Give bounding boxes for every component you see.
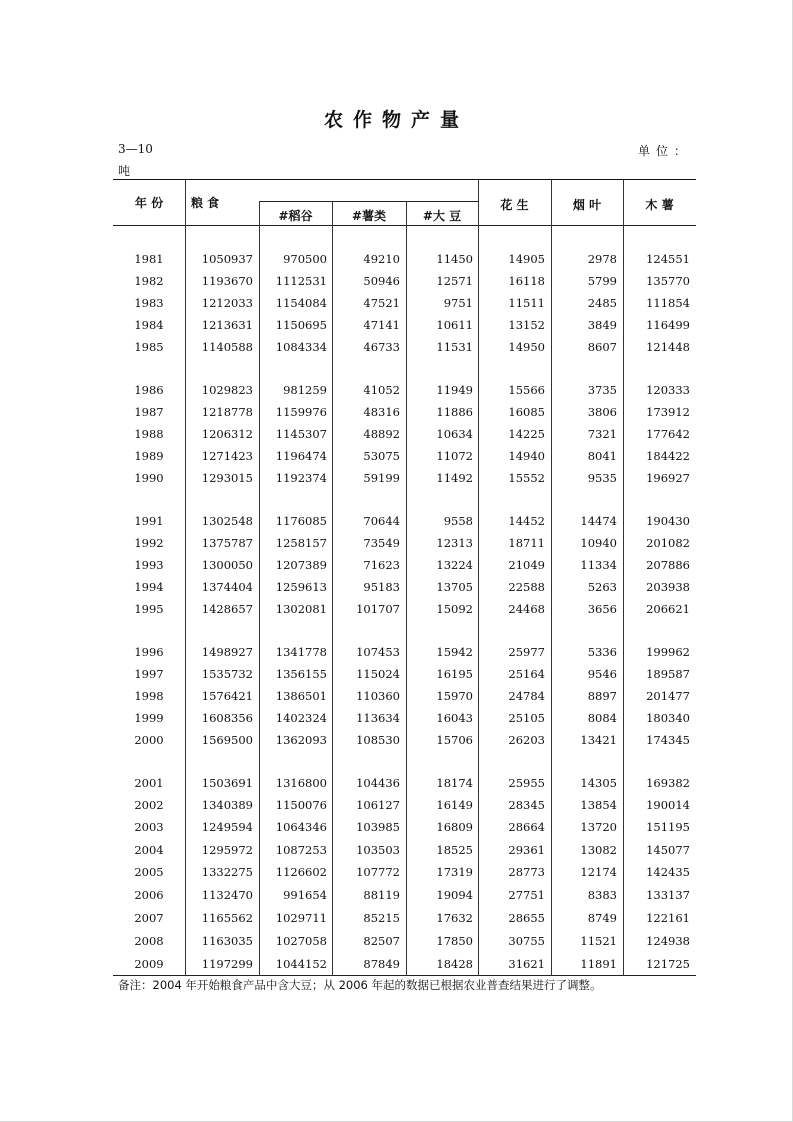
cell-year: 1999 [134, 711, 164, 725]
header-cassava: 木 薯 [645, 198, 674, 212]
cell-rice: 1192374 [275, 471, 327, 485]
cell-year: 1986 [134, 383, 164, 397]
table-row [113, 685, 696, 707]
cell-tobacco: 3656 [587, 602, 617, 616]
cell-year: 2001 [134, 776, 164, 790]
cell-tobacco: 13854 [580, 798, 617, 812]
table-top-rule [113, 179, 696, 180]
cell-rice: 1145307 [275, 427, 327, 441]
cell-cassava: 190430 [646, 514, 690, 528]
cell-tuber: 87849 [363, 957, 400, 971]
table-row [113, 554, 696, 576]
cell-year: 2004 [134, 843, 164, 857]
cell-cassava: 189587 [646, 667, 690, 681]
cell-rice: 1027058 [275, 934, 327, 948]
table-row [113, 292, 696, 314]
table-row [113, 884, 696, 906]
cell-peanut: 16118 [508, 274, 545, 288]
cell-year: 1992 [134, 536, 164, 550]
cell-grain: 1340389 [201, 798, 253, 812]
subheader-top-rule [259, 201, 478, 202]
table-row [113, 930, 696, 952]
cell-grain: 1498927 [201, 645, 253, 659]
cell-soy: 13705 [436, 580, 473, 594]
cell-cassava: 124938 [646, 934, 690, 948]
cell-cassava: 206621 [646, 602, 690, 616]
header-tuber: #薯类 [351, 209, 387, 223]
cell-tobacco: 2978 [587, 252, 617, 266]
cell-cassava: 196927 [646, 471, 690, 485]
cell-grain: 1608356 [201, 711, 253, 725]
header-year: 年 份 [134, 196, 164, 210]
cell-soy: 15706 [436, 733, 473, 747]
table-row [113, 707, 696, 729]
cell-rice: 1402324 [275, 711, 327, 725]
cell-peanut: 24468 [508, 602, 545, 616]
cell-tobacco: 3849 [587, 318, 617, 332]
cell-rice: 970500 [283, 252, 327, 266]
cell-soy: 16809 [436, 820, 473, 834]
cell-soy: 11531 [436, 340, 473, 354]
cell-tuber: 107453 [356, 645, 400, 659]
cell-tuber: 95183 [363, 580, 400, 594]
cell-soy: 17850 [436, 934, 473, 948]
cell-grain: 1374404 [201, 580, 253, 594]
cell-peanut: 14452 [508, 514, 545, 528]
cell-rice: 1126602 [275, 865, 327, 879]
cell-rice: 1084334 [275, 340, 327, 354]
cell-soy: 15092 [436, 602, 473, 616]
cell-grain: 1503691 [201, 776, 253, 790]
table-row [113, 816, 696, 838]
cell-tobacco: 11891 [580, 957, 617, 971]
cell-grain: 1163035 [201, 934, 253, 948]
cell-grain: 1249594 [201, 820, 253, 834]
cell-grain: 1193670 [201, 274, 253, 288]
cell-peanut: 22588 [508, 580, 545, 594]
cell-cassava: 203938 [646, 580, 690, 594]
table-row [113, 861, 696, 883]
cell-grain: 1535732 [201, 667, 253, 681]
cell-cassava: 124551 [646, 252, 690, 266]
cell-cassava: 169382 [646, 776, 690, 790]
cell-tuber: 50946 [363, 274, 400, 288]
cell-soy: 9558 [443, 514, 473, 528]
cell-year: 1988 [134, 427, 164, 441]
cell-rice: 1207389 [275, 558, 327, 572]
cell-peanut: 25955 [508, 776, 545, 790]
cell-year: 1989 [134, 449, 164, 463]
table-row [113, 953, 696, 975]
cell-tuber: 59199 [363, 471, 400, 485]
cell-soy: 12571 [436, 274, 473, 288]
cell-rice: 991654 [283, 888, 327, 902]
cell-peanut: 26203 [508, 733, 545, 747]
cell-tuber: 104436 [356, 776, 400, 790]
cell-peanut: 27751 [508, 888, 545, 902]
cell-grain: 1212033 [201, 296, 253, 310]
cell-grain: 1132470 [201, 888, 253, 902]
cell-cassava: 116499 [646, 318, 690, 332]
page-title: 农作物产量 [323, 109, 469, 131]
cell-tuber: 103503 [356, 843, 400, 857]
cell-soy: 15970 [436, 689, 473, 703]
cell-rice: 1386501 [275, 689, 327, 703]
cell-tobacco: 8084 [587, 711, 617, 725]
cell-tuber: 41052 [363, 383, 400, 397]
cell-peanut: 21049 [508, 558, 545, 572]
cell-cassava: 180340 [646, 711, 690, 725]
table-number: 3—10 [118, 142, 153, 156]
cell-tobacco: 13082 [580, 843, 617, 857]
cell-tuber: 48316 [363, 405, 400, 419]
cell-tobacco: 8041 [587, 449, 617, 463]
cell-year: 1983 [134, 296, 164, 310]
cell-grain: 1213631 [201, 318, 253, 332]
footnote: 备注：2004 年开始粮食产品中含大豆；从 2006 年起的数据已根据农业普查结果进行了调整。 [118, 978, 602, 992]
cell-cassava: 173912 [646, 405, 690, 419]
cell-soy: 17632 [436, 911, 473, 925]
cell-grain: 1375787 [201, 536, 253, 550]
cell-soy: 19094 [436, 888, 473, 902]
cell-soy: 9751 [443, 296, 473, 310]
cell-tobacco: 14305 [580, 776, 617, 790]
cell-cassava: 201477 [646, 689, 690, 703]
cell-soy: 18174 [436, 776, 473, 790]
cell-tuber: 49210 [363, 252, 400, 266]
cell-grain: 1165562 [201, 911, 253, 925]
cell-year: 2007 [134, 911, 164, 925]
cell-soy: 11492 [436, 471, 473, 485]
cell-peanut: 30755 [508, 934, 545, 948]
table-row [113, 467, 696, 489]
cell-year: 1993 [134, 558, 164, 572]
cell-year: 2006 [134, 888, 164, 902]
cell-soy: 16149 [436, 798, 473, 812]
cell-rice: 1341778 [275, 645, 327, 659]
cell-cassava: 120333 [646, 383, 690, 397]
cell-soy: 11886 [436, 405, 473, 419]
cell-cassava: 151195 [646, 820, 690, 834]
cell-peanut: 25164 [508, 667, 545, 681]
cell-rice: 1176085 [275, 514, 327, 528]
cell-tobacco: 8897 [587, 689, 617, 703]
table-row [113, 729, 696, 751]
cell-year: 1991 [134, 514, 164, 528]
cell-year: 1995 [134, 602, 164, 616]
unit-label: 单位： [638, 144, 693, 158]
cell-soy: 11072 [436, 449, 473, 463]
cell-peanut: 25105 [508, 711, 545, 725]
table-row [113, 576, 696, 598]
cell-rice: 1316800 [275, 776, 327, 790]
cell-tobacco: 9535 [587, 471, 617, 485]
cell-soy: 10611 [436, 318, 473, 332]
cell-soy: 13224 [436, 558, 473, 572]
cell-soy: 17319 [436, 865, 473, 879]
cell-grain: 1300050 [201, 558, 253, 572]
cell-peanut: 29361 [508, 843, 545, 857]
cell-tobacco: 5799 [587, 274, 617, 288]
cell-grain: 1218778 [201, 405, 253, 419]
cell-rice: 1044152 [275, 957, 327, 971]
table-row [113, 794, 696, 816]
cell-soy: 10634 [436, 427, 473, 441]
cell-grain: 1576421 [201, 689, 253, 703]
table-row [113, 598, 696, 620]
cell-cassava: 207886 [646, 558, 690, 572]
cell-peanut: 14905 [508, 252, 545, 266]
cell-rice: 1259613 [275, 580, 327, 594]
cell-peanut: 25977 [508, 645, 545, 659]
cell-grain: 1050937 [201, 252, 253, 266]
cell-peanut: 11511 [508, 296, 545, 310]
cell-tobacco: 5263 [587, 580, 617, 594]
cell-tuber: 88119 [363, 888, 400, 902]
cell-tobacco: 3735 [587, 383, 617, 397]
cell-peanut: 28345 [508, 798, 545, 812]
cell-cassava: 184422 [646, 449, 690, 463]
cell-grain: 1271423 [201, 449, 253, 463]
cell-tobacco: 3806 [587, 405, 617, 419]
cell-year: 2002 [134, 798, 164, 812]
cell-peanut: 16085 [508, 405, 545, 419]
cell-cassava: 135770 [646, 274, 690, 288]
table-bottom-rule [113, 975, 696, 976]
table-row [113, 336, 696, 358]
cell-peanut: 28773 [508, 865, 545, 879]
cell-rice: 1064346 [275, 820, 327, 834]
cell-cassava: 133137 [646, 888, 690, 902]
cell-tobacco: 12174 [580, 865, 617, 879]
cell-tobacco: 13421 [580, 733, 617, 747]
cell-tobacco: 13720 [580, 820, 617, 834]
table-row [113, 401, 696, 423]
cell-cassava: 190014 [646, 798, 690, 812]
cell-soy: 18428 [436, 957, 473, 971]
cell-peanut: 14940 [508, 449, 545, 463]
cell-cassava: 177642 [646, 427, 690, 441]
cell-tuber: 48892 [363, 427, 400, 441]
cell-soy: 18525 [436, 843, 473, 857]
cell-soy: 15942 [436, 645, 473, 659]
cell-tuber: 73549 [363, 536, 400, 550]
cell-tuber: 70644 [363, 514, 400, 528]
cell-rice: 1196474 [275, 449, 327, 463]
cell-peanut: 28655 [508, 911, 545, 925]
cell-peanut: 28664 [508, 820, 545, 834]
cell-peanut: 15566 [508, 383, 545, 397]
cell-tuber: 71623 [363, 558, 400, 572]
cell-cassava: 142435 [646, 865, 690, 879]
table-row [113, 532, 696, 554]
cell-cassava: 121725 [646, 957, 690, 971]
cell-tobacco: 7321 [587, 427, 617, 441]
cell-cassava: 111854 [646, 296, 690, 310]
cell-grain: 1302548 [201, 514, 253, 528]
cell-tuber: 46733 [363, 340, 400, 354]
cell-tuber: 101707 [356, 602, 400, 616]
cell-grain: 1140588 [201, 340, 253, 354]
cell-peanut: 14225 [508, 427, 545, 441]
cell-tuber: 115024 [356, 667, 400, 681]
header-peanut: 花 生 [500, 198, 529, 212]
table-row [113, 907, 696, 929]
cell-rice: 1112531 [275, 274, 327, 288]
cell-tuber: 106127 [356, 798, 400, 812]
cell-peanut: 18711 [508, 536, 545, 550]
cell-soy: 11949 [436, 383, 473, 397]
cell-cassava: 201082 [646, 536, 690, 550]
cell-tobacco: 10940 [580, 536, 617, 550]
cell-tuber: 47141 [363, 318, 400, 332]
cell-tobacco: 5336 [587, 645, 617, 659]
cell-cassava: 199962 [646, 645, 690, 659]
header-bottom-rule [113, 225, 696, 226]
cell-year: 1990 [134, 471, 164, 485]
cell-tuber: 108530 [356, 733, 400, 747]
cell-peanut: 24784 [508, 689, 545, 703]
cell-rice: 1150695 [275, 318, 327, 332]
table-row [113, 641, 696, 663]
cell-cassava: 174345 [646, 733, 690, 747]
cell-grain: 1569500 [201, 733, 253, 747]
cell-year: 2003 [134, 820, 164, 834]
cell-year: 1998 [134, 689, 164, 703]
cell-year: 1981 [134, 252, 164, 266]
cell-tobacco: 8607 [587, 340, 617, 354]
cell-soy: 11450 [436, 252, 473, 266]
cell-grain: 1029823 [201, 383, 253, 397]
cell-year: 1985 [134, 340, 164, 354]
cell-rice: 1154084 [275, 296, 327, 310]
cell-tobacco: 11334 [580, 558, 617, 572]
cell-year: 2000 [134, 733, 164, 747]
cell-tobacco: 8749 [587, 911, 617, 925]
cell-grain: 1206312 [201, 427, 253, 441]
cell-peanut: 31621 [508, 957, 545, 971]
cell-grain: 1293015 [201, 471, 253, 485]
cell-rice: 1356155 [275, 667, 327, 681]
cell-year: 1997 [134, 667, 164, 681]
cell-peanut: 14950 [508, 340, 545, 354]
table-row [113, 248, 696, 270]
cell-tuber: 85215 [363, 911, 400, 925]
cell-rice: 1302081 [275, 602, 327, 616]
cell-year: 2009 [134, 957, 164, 971]
table-row [113, 379, 696, 401]
cell-year: 2008 [134, 934, 164, 948]
cell-year: 1994 [134, 580, 164, 594]
cell-soy: 12313 [436, 536, 473, 550]
table-row [113, 270, 696, 292]
cell-peanut: 15552 [508, 471, 545, 485]
cell-tuber: 82507 [363, 934, 400, 948]
cell-tuber: 53075 [363, 449, 400, 463]
table-row [113, 510, 696, 532]
cell-tuber: 113634 [356, 711, 400, 725]
unit-value: 吨 [118, 164, 131, 178]
cell-rice: 981259 [283, 383, 327, 397]
cell-tuber: 107772 [356, 865, 400, 879]
cell-soy: 16195 [436, 667, 473, 681]
cell-cassava: 145077 [646, 843, 690, 857]
cell-year: 1987 [134, 405, 164, 419]
cell-tuber: 47521 [363, 296, 400, 310]
cell-grain: 1295972 [201, 843, 253, 857]
table-row [113, 314, 696, 336]
cell-tobacco: 9546 [587, 667, 617, 681]
cell-grain: 1332275 [201, 865, 253, 879]
cell-year: 1982 [134, 274, 164, 288]
cell-tobacco: 14474 [580, 514, 617, 528]
cell-tobacco: 11521 [580, 934, 617, 948]
cell-tobacco: 8383 [587, 888, 617, 902]
table-row [113, 772, 696, 794]
cell-grain: 1428657 [201, 602, 253, 616]
cell-tuber: 103985 [356, 820, 400, 834]
cell-tobacco: 2485 [587, 296, 617, 310]
cell-rice: 1362093 [275, 733, 327, 747]
cell-rice: 1087253 [275, 843, 327, 857]
table-row [113, 663, 696, 685]
table-row [113, 445, 696, 467]
header-rice: #稻谷 [278, 209, 313, 223]
table-row [113, 423, 696, 445]
cell-soy: 16043 [436, 711, 473, 725]
cell-peanut: 13152 [508, 318, 545, 332]
cell-year: 1996 [134, 645, 164, 659]
cell-rice: 1150076 [275, 798, 327, 812]
cell-cassava: 121448 [646, 340, 690, 354]
cell-rice: 1258157 [275, 536, 327, 550]
header-grain: 粮 食 [191, 196, 220, 210]
header-tobacco: 烟 叶 [572, 198, 602, 212]
cell-cassava: 122161 [646, 911, 690, 925]
header-soy: #大 豆 [422, 209, 462, 223]
cell-rice: 1029711 [275, 911, 327, 925]
cell-rice: 1159976 [275, 405, 327, 419]
table-row [113, 839, 696, 861]
cell-tuber: 110360 [356, 689, 400, 703]
cell-grain: 1197299 [201, 957, 253, 971]
cell-year: 1984 [134, 318, 164, 332]
cell-year: 2005 [134, 865, 164, 879]
